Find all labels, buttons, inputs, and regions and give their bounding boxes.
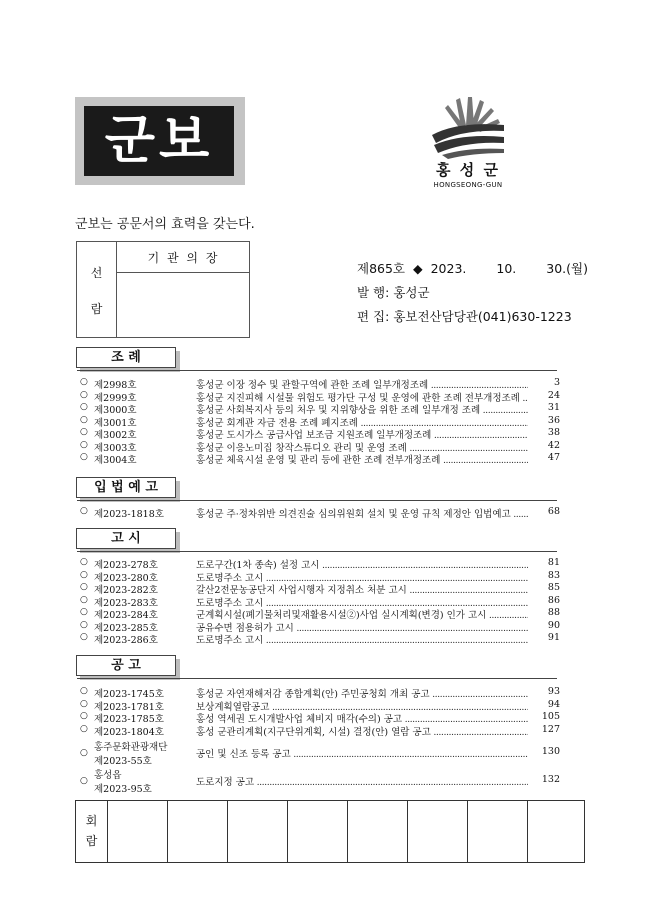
entry-page: 36 <box>528 415 560 426</box>
bullet-icon: ○ <box>80 389 88 400</box>
entry-title: 갈산2전문농공단지 사업시행자 지정취소 처분 고시 ..... <box>196 582 556 596</box>
entry-number: 제2998호 <box>94 380 137 391</box>
entry-title: 공인 및 신조 등록 공고 ..... <box>196 746 556 760</box>
entry-title: 홍성군 이응노미집 창작스튜디오 관리 및 운영 조례 ..... <box>196 440 556 454</box>
editor-line <box>357 307 572 325</box>
entry-title: 홍성군 도시가스 공급사업 보조금 지원조례 일부개정조례 ..... <box>196 427 556 441</box>
entry-title: 홍성군 사회복지사 등의 처우 및 지위향상을 위한 조례 일부개정 조례 ..... <box>196 402 556 416</box>
entry-page: 93 <box>528 686 560 697</box>
list-item <box>80 557 560 570</box>
entry-page: 127 <box>528 724 560 735</box>
entry-page: 24 <box>528 390 560 401</box>
hongseong-emblem-icon <box>428 95 508 159</box>
list-item <box>80 452 560 465</box>
circulation-cell <box>468 801 528 862</box>
bullet-icon: ○ <box>80 452 88 462</box>
entry-number: 제2023-280호 <box>94 572 158 584</box>
entry-title: 홍성군 지진피해 시설물 위험도 평가단 구성 및 운영에 관한 조례 전부개정조례 ..... <box>196 390 556 404</box>
bullet-icon: ○ <box>80 711 88 721</box>
list-item <box>80 506 560 519</box>
entry-page: 105 <box>528 711 560 722</box>
list-item <box>80 427 560 440</box>
entry-number: 제3003호 <box>94 442 137 454</box>
section-rule <box>77 500 557 501</box>
entry-title: 공유수면 점용허가 고시 ..... <box>196 620 556 634</box>
bulletin-title: 군보 <box>84 106 234 176</box>
tagline: 군보는 공문서의 효력을 갖는다. <box>75 217 255 232</box>
entry-number: 제3000호 <box>94 405 137 416</box>
circulation-label-top: 회 <box>85 814 98 828</box>
entry-title: 도로구간(1차 종속) 설정 고시 ..... <box>196 557 556 571</box>
bullet-icon: ○ <box>80 776 88 786</box>
contents-column-header: 기 관 의 장 <box>147 251 220 265</box>
bullet-icon: ○ <box>80 686 88 696</box>
circulation-label <box>76 801 108 862</box>
entry-organization: 홍성읍 <box>94 770 122 781</box>
contents-box <box>76 241 250 338</box>
section-heading-ordinance: 조 례 <box>77 348 177 369</box>
entry-page: 90 <box>528 620 560 631</box>
circulation-table <box>75 800 585 863</box>
contents-label-top: 선 <box>90 266 103 280</box>
entry-page: 88 <box>528 607 560 618</box>
bullet-icon: ○ <box>80 748 88 758</box>
list-item <box>80 711 560 724</box>
bullet-icon: ○ <box>80 632 88 642</box>
list-item <box>80 582 560 595</box>
circulation-cell <box>288 801 348 862</box>
entry-page: 86 <box>528 595 560 606</box>
entry-page: 81 <box>528 557 560 568</box>
entry-page: 68 <box>528 506 560 517</box>
list-item <box>80 767 560 797</box>
bullet-icon: ○ <box>80 569 88 580</box>
entry-title: 보상계획열람공고 ..... <box>196 699 556 713</box>
logo-english-name: HONGSEONG-GUN <box>433 181 503 189</box>
entry-title: 홍성군 주·정차위반 의견진술 심의위원회 설치 및 운영 규칙 제정안 입법예고 ..... <box>196 506 556 520</box>
list-item <box>80 377 560 390</box>
diamond-icon: ◆ <box>413 261 423 276</box>
section-rule <box>77 370 557 371</box>
publisher-label: 발 행: <box>357 285 390 300</box>
bullet-icon: ○ <box>80 377 88 387</box>
entry-page: 94 <box>528 699 560 710</box>
entry-number: 제2023-282호 <box>94 585 158 596</box>
editor-label: 편 집: <box>357 309 390 324</box>
circulation-cell <box>528 801 584 862</box>
list-item <box>80 402 560 415</box>
entry-number: 제2023-1781호 <box>94 701 164 713</box>
entry-number: 제2023-95호 <box>94 784 152 795</box>
circulation-cell <box>168 801 228 862</box>
entry-title: 홍성군 자연재해저감 종합계획(안) 주민공청회 개최 공고 ..... <box>196 686 556 700</box>
entry-page: 31 <box>528 402 560 413</box>
issue-line <box>357 259 588 277</box>
section-heading-legislation: 입 법 예 고 <box>77 478 177 499</box>
circulation-cell <box>348 801 408 862</box>
issue-month: 10. <box>496 261 517 276</box>
entry-number: 제2023-1804호 <box>94 726 164 738</box>
bullet-icon: ○ <box>80 402 88 412</box>
entry-title: 홍성군 회계관 자금 전용 조례 폐지조례 ..... <box>196 415 556 429</box>
list-item <box>80 390 560 403</box>
entry-organization: 홍주문화관광재단 <box>94 742 168 753</box>
entry-title: 군계획시설(폐기물처리및재활용시설②)사업 실시계획(변경) 인가 고시 ..... <box>196 607 556 621</box>
section-rule <box>77 551 557 552</box>
list-item <box>80 686 560 699</box>
entry-title: 홍성 군관리계획(지구단위계획, 시설) 결정(안) 열람 공고 ..... <box>196 724 556 738</box>
editor-value: 홍보전산담당관(041)630-1223 <box>393 309 572 324</box>
contents-divider <box>116 272 249 273</box>
entry-number: 제3002호 <box>94 430 137 441</box>
entry-number: 제2023-283호 <box>94 597 158 609</box>
entry-number: 제2999호 <box>94 392 137 404</box>
publisher-value: 홍성군 <box>393 285 430 300</box>
entry-page: 132 <box>528 774 560 785</box>
bullet-icon: ○ <box>80 427 88 437</box>
entry-number: 제3001호 <box>94 417 137 429</box>
entry-number: 제2023-278호 <box>94 560 158 571</box>
list-item <box>80 415 560 428</box>
bullet-icon: ○ <box>80 506 88 516</box>
list-item <box>80 632 560 645</box>
entry-title: 도로명주소 고시 ..... <box>196 632 556 646</box>
issue-day: 30.(월) <box>546 261 588 276</box>
bullet-icon: ○ <box>80 594 88 605</box>
publisher-line <box>357 283 430 301</box>
entry-title: 홍성군 이장 정수 및 관할구역에 관한 조례 일부개정조례 ..... <box>196 377 556 391</box>
entry-number: 제3004호 <box>94 455 137 466</box>
entry-number: 제2023-55호 <box>94 756 152 767</box>
entry-number: 제2023-1745호 <box>94 689 164 700</box>
circulation-cell <box>228 801 288 862</box>
entry-page: 42 <box>528 440 560 451</box>
entry-number: 제2023-1818호 <box>94 509 164 520</box>
contents-label-bottom: 람 <box>90 302 103 316</box>
logo-korean-name: 홍 성 군 <box>436 161 500 179</box>
entry-page: 38 <box>528 427 560 438</box>
issue-number: 제865호 <box>357 261 406 276</box>
circulation-cell <box>108 801 168 862</box>
entry-page: 47 <box>528 452 560 463</box>
hongseong-logo <box>428 95 508 205</box>
bullet-icon: ○ <box>80 619 88 630</box>
section-heading-announcement: 공 고 <box>77 656 177 677</box>
entry-number: 제2023-284호 <box>94 610 158 621</box>
list-item <box>80 607 560 620</box>
entry-page: 130 <box>528 746 560 757</box>
bullet-icon: ○ <box>80 582 88 592</box>
entry-number: 제2023-1785호 <box>94 714 164 725</box>
list-item <box>80 620 560 633</box>
list-item <box>80 570 560 583</box>
bullet-icon: ○ <box>80 439 88 450</box>
bulletin-title-frame <box>75 97 245 185</box>
list-item <box>80 724 560 737</box>
entry-number: 제2023-285호 <box>94 622 158 634</box>
bullet-icon: ○ <box>80 414 88 425</box>
circulation-cell <box>408 801 468 862</box>
entry-title: 도로지정 공고 ..... <box>196 774 556 788</box>
section-rule <box>77 678 557 679</box>
list-item <box>80 595 560 608</box>
list-item <box>80 440 560 453</box>
section-heading-notice: 고 시 <box>77 529 177 550</box>
entry-page: 91 <box>528 632 560 643</box>
bullet-icon: ○ <box>80 698 88 709</box>
bullet-icon: ○ <box>80 607 88 617</box>
bullet-icon: ○ <box>80 723 88 734</box>
issue-year: 2023. <box>430 261 467 276</box>
list-item <box>80 699 560 712</box>
entry-page: 83 <box>528 570 560 581</box>
entry-title: 도로명주소 고시 ..... <box>196 570 556 584</box>
entry-number: 제2023-286호 <box>94 635 158 646</box>
circulation-label-bottom: 람 <box>85 834 98 848</box>
entry-page: 3 <box>528 377 560 388</box>
entry-title: 홍성 역세권 도시개발사업 체비지 매각(수의) 공고 ..... <box>196 711 556 725</box>
entry-page: 85 <box>528 582 560 593</box>
list-item <box>80 739 560 769</box>
entry-title: 홍성군 체육시설 운영 및 관리 등에 관한 조례 전부개정조례 ..... <box>196 452 556 466</box>
entry-title: 도로명주소 고시 ..... <box>196 595 556 609</box>
bullet-icon: ○ <box>80 557 88 567</box>
